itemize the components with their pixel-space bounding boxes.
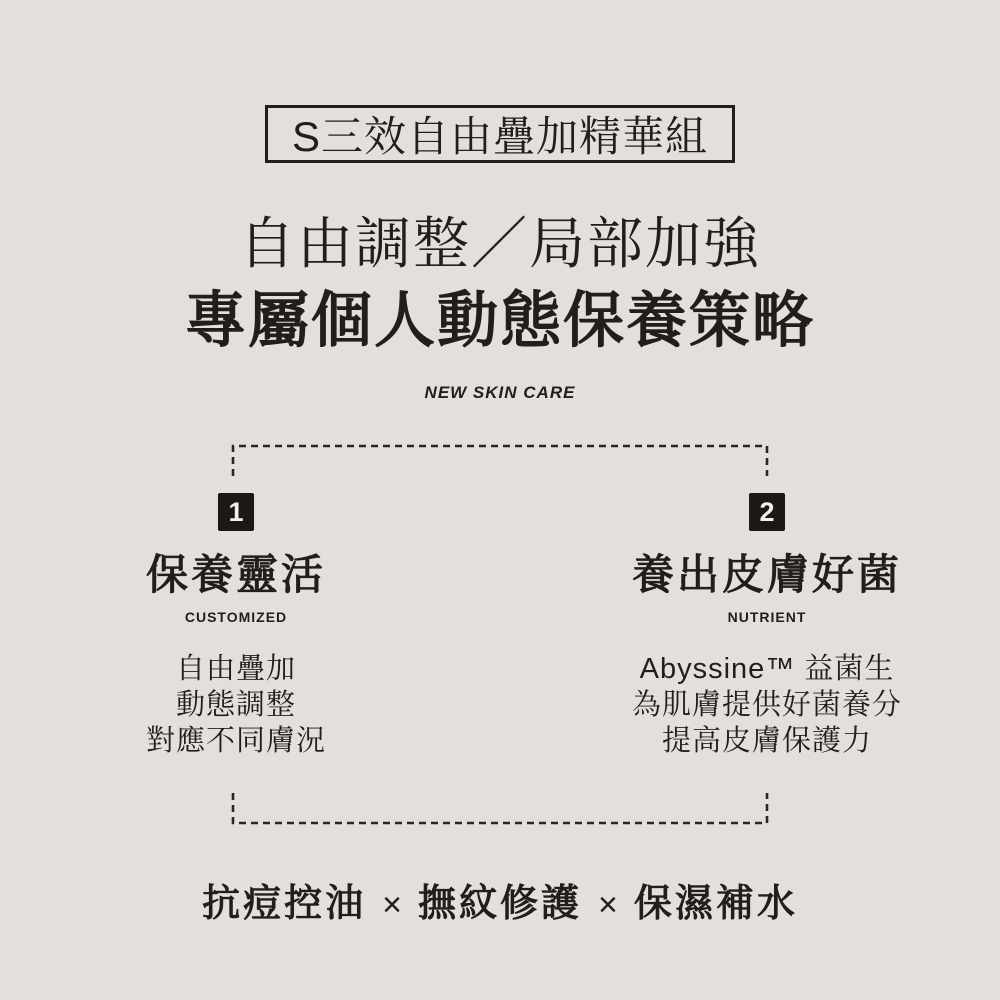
- benefit-separator-2: ×: [598, 886, 618, 924]
- feature-1-line-2: 動態調整: [175, 689, 296, 721]
- feature-column-1: [56, 493, 416, 759]
- feature-1-line-1: 自由疊加: [175, 653, 296, 685]
- benefit-3: 保濕補水: [633, 883, 798, 925]
- feature-column-2: [587, 493, 947, 759]
- product-name-box: [265, 105, 735, 163]
- product-name: S三效自由疊加精華組: [291, 113, 709, 160]
- feature-1-number: 1: [228, 496, 244, 527]
- feature-2-line-1: Abyssine™ 益菌生: [639, 653, 895, 685]
- feature-2-subtitle: NUTRIENT: [727, 609, 807, 625]
- benefits-line: [0, 872, 1000, 927]
- feature-2-number-badge: [749, 493, 785, 531]
- feature-2-description: [587, 651, 947, 759]
- tagline: NEW SKIN CARE: [424, 383, 576, 402]
- feature-1-title: 保養靈活: [145, 551, 326, 598]
- feature-1-line-3: 對應不同膚況: [145, 725, 326, 757]
- headline-line2: 專屬個人動態保養策略: [184, 286, 815, 354]
- feature-1-subtitle: CUSTOMIZED: [184, 609, 288, 625]
- benefit-1: 抗痘控油: [202, 883, 367, 925]
- top-dashed-bracket-icon: [231, 444, 769, 478]
- feature-1-description: [56, 651, 416, 759]
- benefit-2: 撫紋修護: [417, 883, 582, 925]
- feature-2-line-2: 為肌膚提供好菌養分: [631, 689, 902, 721]
- feature-2-title: 養出皮膚好菌: [631, 551, 902, 598]
- headline-line1: 自由調整／局部加強: [239, 212, 761, 275]
- feature-2-number: 2: [759, 496, 775, 527]
- feature-2-line-3: 提高皮膚保護力: [661, 725, 872, 757]
- bottom-dashed-bracket-icon: [231, 791, 769, 825]
- feature-1-number-badge: [218, 493, 254, 531]
- benefit-separator-1: ×: [382, 886, 402, 924]
